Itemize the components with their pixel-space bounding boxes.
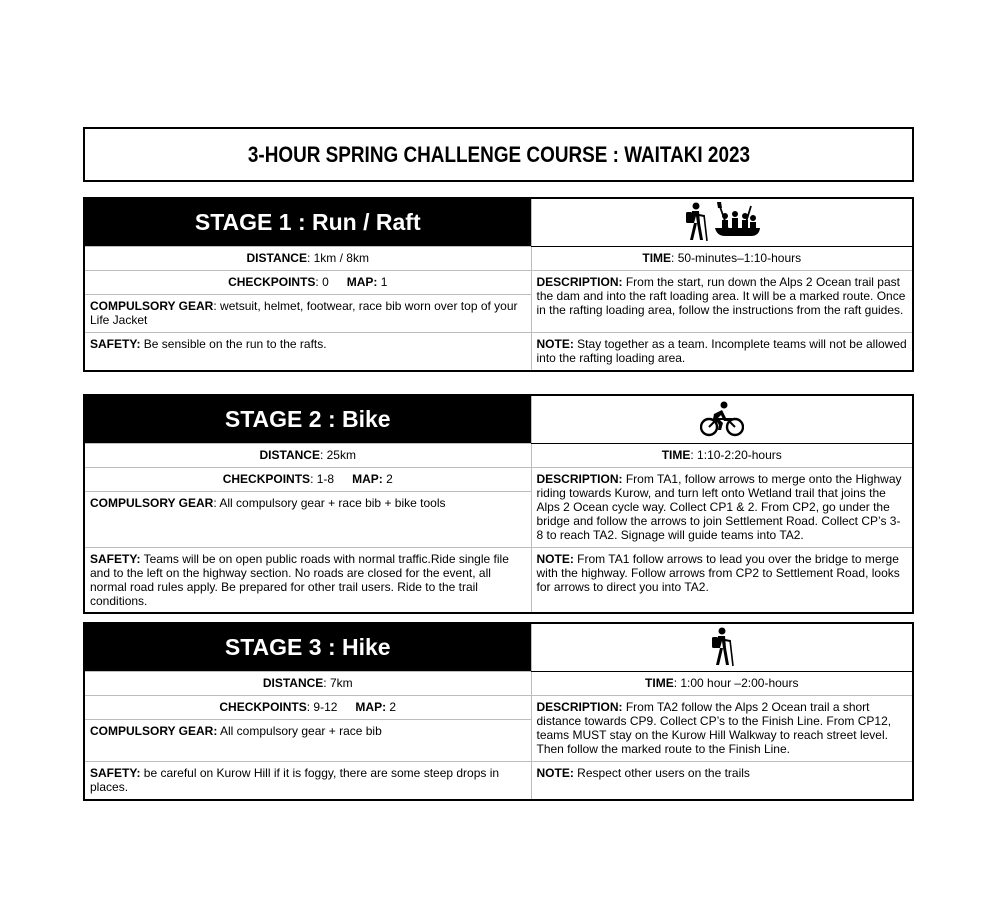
page-title: 3-HOUR SPRING CHALLENGE COURSE : WAITAKI 2023 (247, 141, 750, 167)
stage-3-heading: STAGE 3 : Hike (85, 624, 531, 671)
stage-2-distance: DISTANCE: 25km (85, 443, 531, 467)
stage-2-icons (531, 396, 912, 443)
stage-2-safety: SAFETY: Teams will be on open public roads with normal traffic.Ride single file and to the left on the highway section. No roads are closed for the event, all normal road rules apply. Be prepared for other trail users. Ride to the trail conditions. (85, 547, 531, 612)
stage-2-time: TIME: 1:10-2:20-hours (531, 443, 912, 467)
hiker-icon (708, 627, 736, 667)
stage-3-note: NOTE: Respect other users on the trails (531, 761, 912, 799)
stage-3-table (83, 622, 914, 801)
stage-3-distance: DISTANCE: 7km (85, 671, 531, 695)
stage-2-table (83, 394, 914, 614)
stage-1-checkpoints: CHECKPOINTS: 0 MAP: 1 (85, 270, 531, 294)
stage-2-note: NOTE: From TA1 follow arrows to lead you over the bridge to merge with the highway. Follow arrows from CP2 to Settlement Road, looks for arrows to direct you into TA2. (531, 547, 912, 612)
stage-1-distance: DISTANCE: 1km / 8km (85, 246, 531, 270)
stage-3-icons (531, 624, 912, 671)
stage-1-icons (531, 199, 912, 246)
stage-2-checkpoints: CHECKPOINTS: 1-8 MAP: 2 (85, 467, 531, 491)
stage-1-description: DESCRIPTION: From the start, run down the Alps 2 Ocean trail past the dam and into the raft loading area. It will be a marked route. Once in the rafting loading area, follow the instructions from the raft guides. (531, 270, 912, 332)
course-title-box (83, 127, 914, 182)
stage-2-description: DESCRIPTION: From TA1, follow arrows to merge onto the Highway riding towards Kurow, and turn left onto Wetland trail that joins the Alps 2 Ocean cycle way. Collect CP1 & 2. From CP2, go under the bridge and follow the arrows to join Settlement Road. Collect CP’s 3-8 to reach TA2. Signage will guide teams into TA2. (531, 467, 912, 547)
stage-1-table (83, 197, 914, 372)
stage-1-heading: STAGE 1 : Run / Raft (85, 199, 531, 246)
raft-icon (713, 202, 761, 242)
stage-1-safety: SAFETY: Be sensible on the run to the rafts. (85, 332, 531, 370)
stage-1-note: NOTE: Stay together as a team. Incomplete teams will not be allowed into the rafting loading area. (531, 332, 912, 370)
stage-3-description: DESCRIPTION: From TA2 follow the Alps 2 Ocean trail a short distance towards CP9. Collect CP’s to the Finish Line. From CP12, teams MUST stay on the Kurow Hill Walkway to reach street level. Then follow the marked route to the Finish Line. (531, 695, 912, 761)
hiker-icon (682, 202, 710, 242)
cyclist-icon (700, 400, 744, 438)
stage-1-time: TIME: 50-minutes–1:10-hours (531, 246, 912, 270)
stage-3-time: TIME: 1:00 hour –2:00-hours (531, 671, 912, 695)
stage-3-gear: COMPULSORY GEAR: All compulsory gear + race bib (85, 719, 531, 761)
stage-2-heading: STAGE 2 : Bike (85, 396, 531, 443)
stage-3-safety: SAFETY: be careful on Kurow Hill if it is foggy, there are some steep drops in places. (85, 761, 531, 799)
stage-1-gear: COMPULSORY GEAR: wetsuit, helmet, footwear, race bib worn over top of your Life Jacket (85, 294, 531, 332)
stage-2-gear: COMPULSORY GEAR: All compulsory gear + race bib + bike tools (85, 491, 531, 547)
stage-3-checkpoints: CHECKPOINTS: 9-12 MAP: 2 (85, 695, 531, 719)
